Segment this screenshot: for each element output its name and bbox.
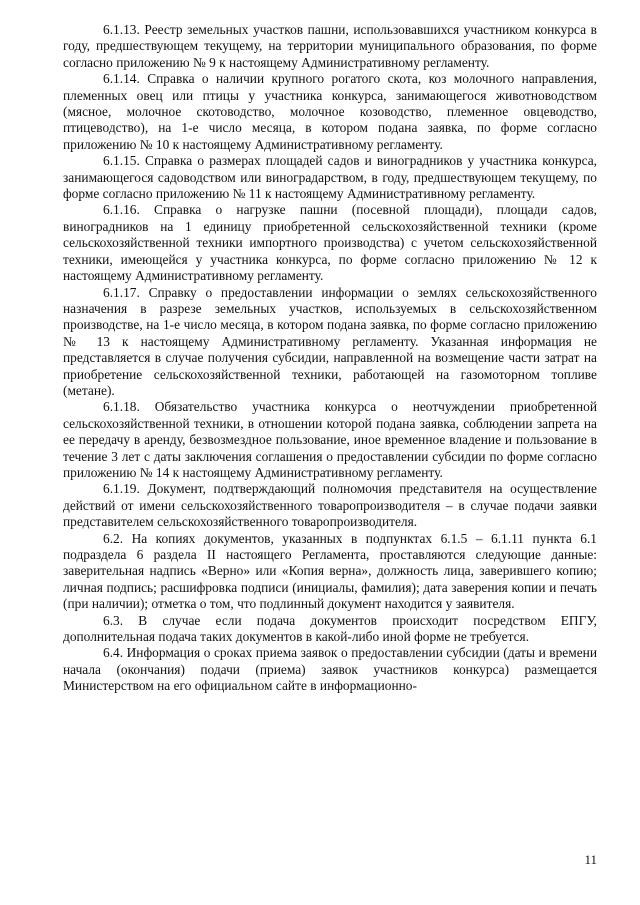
paragraph-6-1-17: 6.1.17. Справку о предоставлении информации о землях сельскохозяйственного назначения в разрезе земельных участков, используемых в сельскохозяйственном производстве, на 1-е число месяца, в котором подана заявка, по форме согласно приложению № 13 к настоящему Административному регламенту. Указанная информация не представляется в случае получения субсидии, направленной на возмещение части затрат на приобретение сельскохозяйственной техники, работающей на газомоторном топливе (метане).	[63, 284, 597, 398]
paragraph-6-1-18: 6.1.18. Обязательство участника конкурса о неотчуждении приобретенной сельскохозяйственной техники, в отношении которой подана заявка, соблюдении запрета на ее передачу в аренду, безвозмездное пользование, иное временное владение и пользование в течение 3 лет с даты заключения соглашения о предоставлении субсидии по форме согласно приложению № 14 к настоящему Административному регламенту.	[63, 399, 597, 480]
paragraph-6-1-19: 6.1.19. Документ, подтверждающий полномочия представителя на осуществление действий от имени сельскохозяйственного товаропроизводителя – в случае подачи заявки представителем сельскохозяйственного товаропроизводителя.	[63, 481, 597, 530]
paragraph-6-4: 6.4. Информация о сроках приема заявок о предоставлении субсидии (даты и времени начала (окончания) подачи (приема) заявок участников конкурса) размещается Министерством на его официальном сайте в информационно-	[63, 645, 597, 694]
paragraph-6-1-16: 6.1.16. Справка о нагрузке пашни (посевной площади), площади садов, виноградников на 1 единицу приобретенной сельскохозяйственной техники (кроме сельскохозяйственной техники импортного производства) с учетом сельскохозяйственной техники, имеющейся у участника конкурса, по форме согласно приложению № 12 к настоящему Административному регламенту.	[63, 202, 597, 284]
document-body	[63, 22, 597, 695]
paragraph-6-1-14: 6.1.14. Справка о наличии крупного рогатого скота, коз молочного направления, племенных овец или птицы у участника конкурса, занимающегося животноводством (мясное, молочное скотоводство, молочное козоводство, племенное овцеводство, птицеводство), на 1-е число месяца, в котором подана заявка, по форме согласно приложению № 10 к настоящему Административному регламенту.	[63, 71, 597, 152]
paragraph-6-3: 6.3. В случае если подача документов происходит посредством ЕПГУ, дополнительная подача таких документов в какой-либо иной форме не требуется.	[63, 612, 597, 645]
paragraph-6-2: 6.2. На копиях документов, указанных в подпунктах 6.1.5 – 6.1.11 пункта 6.1 подраздела 6 раздела II настоящего Регламента, проставляются следующие данные: заверительная надпись «Верно» или «Копия верна», должность лица, заверившего копию; личная подпись; расшифровка подписи (инициалы, фамилия); дата заверения копии и печать (при наличии); отметка о том, что подлинный документ находится у заявителя.	[63, 530, 597, 612]
page-number: 11	[584, 852, 597, 867]
paragraph-6-1-15: 6.1.15. Справка о размерах площадей садов и виноградников у участника конкурса, занимающегося садоводством или виноградарством, в году, предшествующем текущему, по форме согласно приложению № 11 к настоящему Административному регламенту.	[63, 153, 597, 202]
paragraph-6-1-13: 6.1.13. Реестр земельных участков пашни, использовавшихся участником конкурса в году, предшествующем текущему, на территории муниципального образования, по форме согласно приложению № 9 к настоящему Административному регламенту.	[63, 22, 597, 70]
